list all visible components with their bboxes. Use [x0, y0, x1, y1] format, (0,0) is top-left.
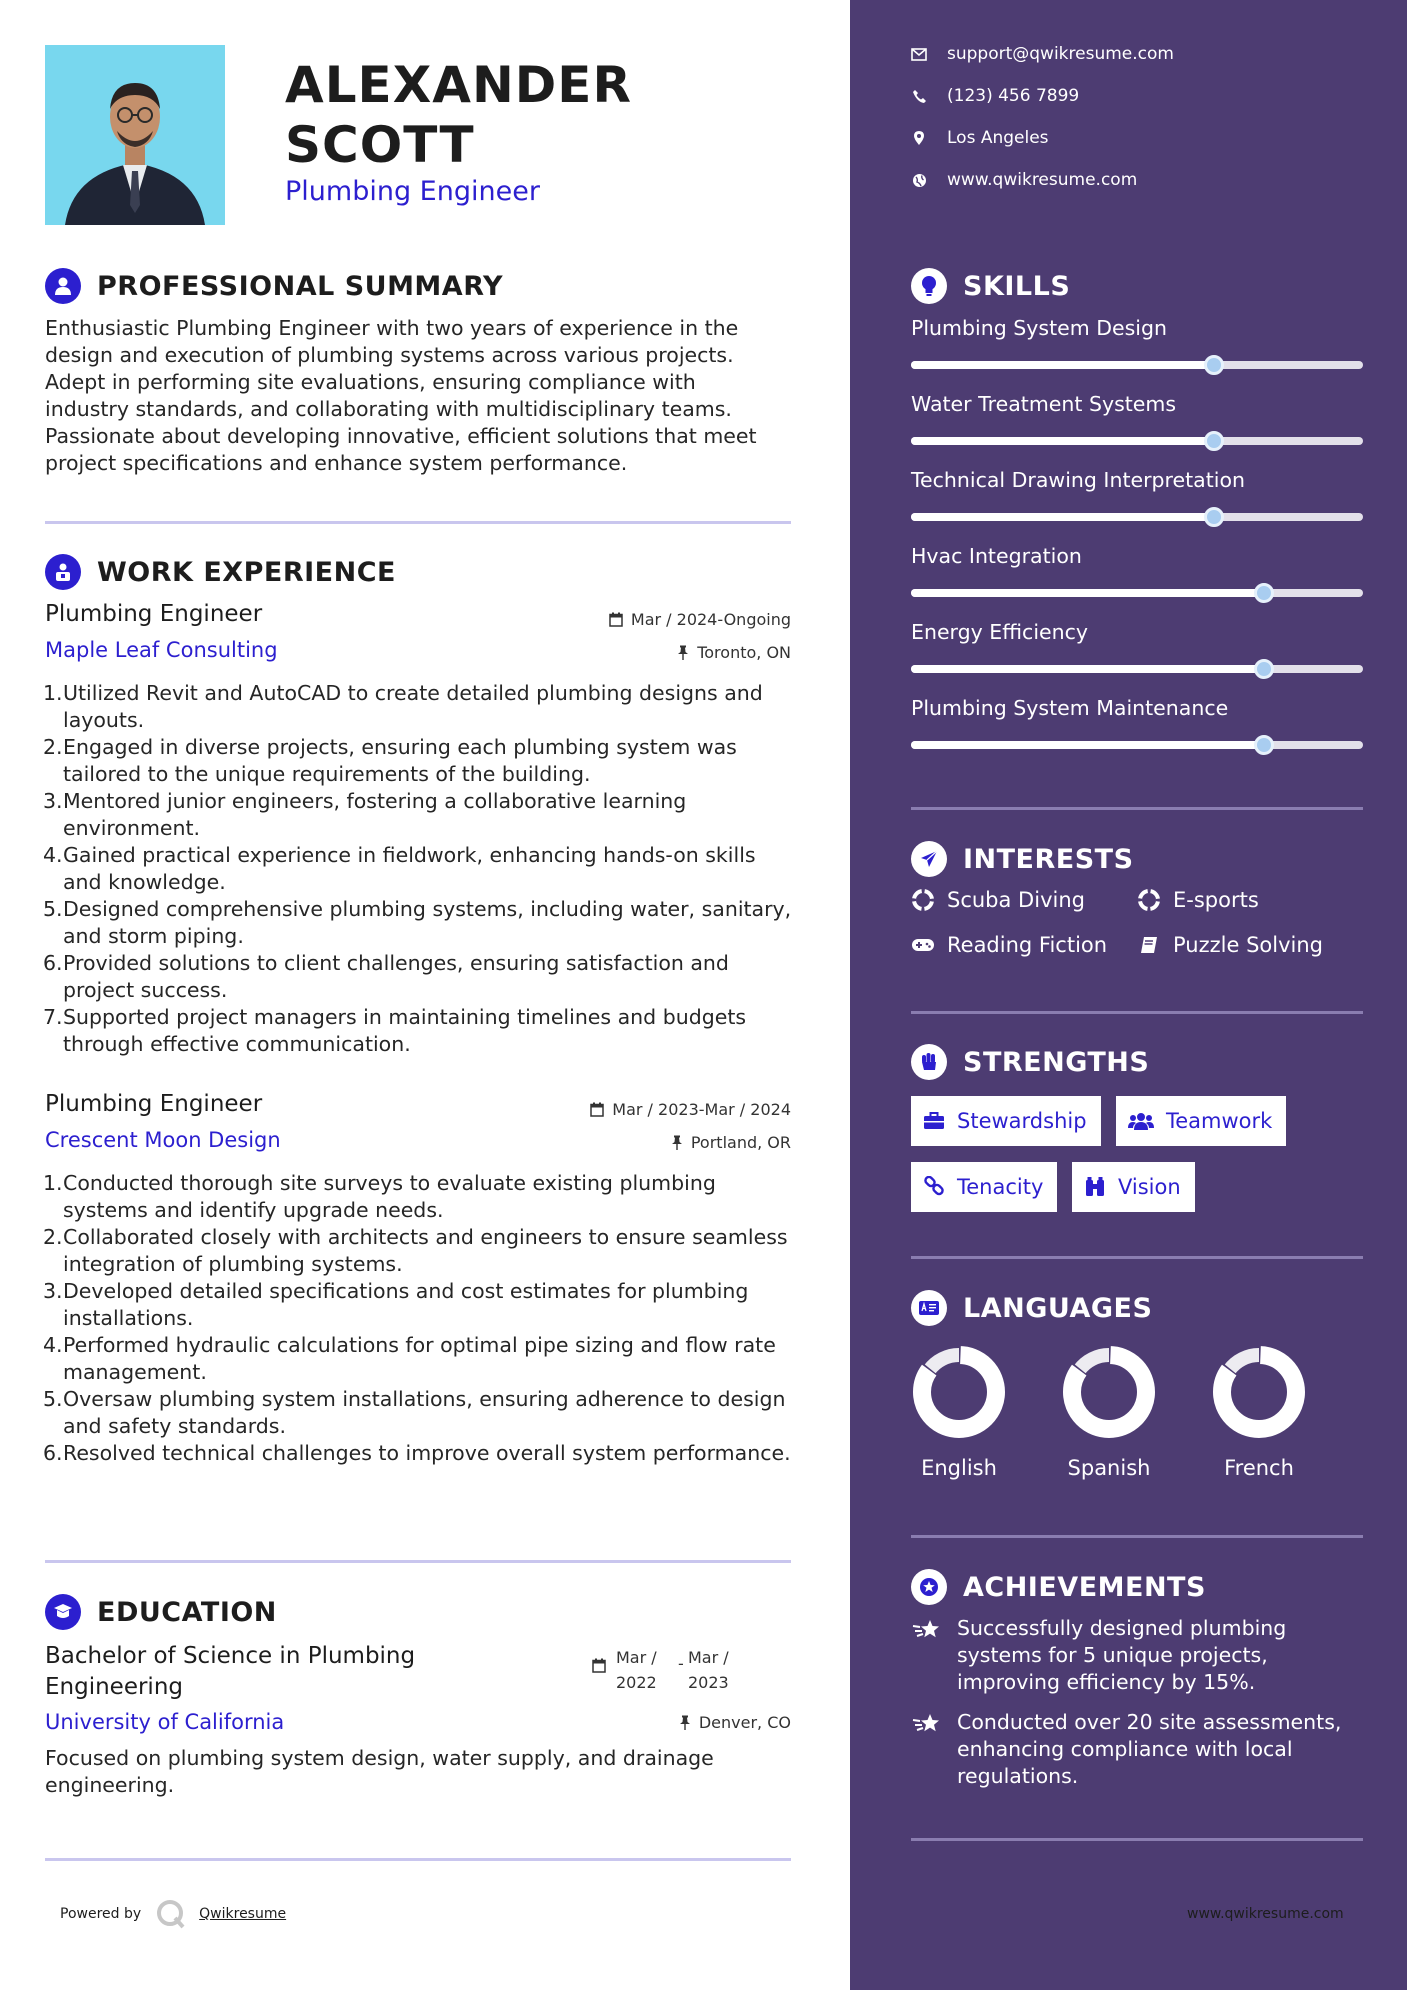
skill-bar: [911, 361, 1363, 369]
calendar-icon: [609, 612, 623, 627]
skill-bar: [911, 741, 1363, 749]
strength-chip: Tenacity: [911, 1162, 1057, 1212]
skill-bar-fill: [911, 437, 1214, 445]
date-separator: -: [678, 1654, 684, 1673]
job-date-text: Mar / 2023-Mar / 2024: [612, 1100, 791, 1119]
achievements-title: ACHIEVEMENTS: [963, 1571, 1206, 1603]
link-icon: [923, 1176, 945, 1198]
education-description: Focused on plumbing system design, water supply, and drainage engineering.: [45, 1746, 714, 1797]
skill-label: Technical Drawing Interpretation: [911, 468, 1245, 492]
skill-label: Water Treatment Systems: [911, 392, 1177, 416]
section-divider: [911, 1256, 1363, 1259]
job-location-text: Toronto, ON: [697, 643, 791, 662]
list-item: 5. Oversaw plumbing system installations, ensuring adherence to design and safety standards.: [43, 1387, 786, 1438]
skill-level-knob: [1204, 355, 1224, 375]
skill-bar: [911, 589, 1363, 597]
contact-email: [911, 44, 1174, 64]
strengths-title: STRENGTHS: [963, 1046, 1150, 1078]
summary-heading: [45, 268, 503, 304]
list-item: 1. Conducted thorough site surveys to evaluate existing plumbing systems and identify upgrade needs.: [43, 1171, 716, 1222]
first-name: ALEXANDER: [285, 56, 632, 114]
skill-bar-fill: [911, 361, 1214, 369]
lightbulb-icon: [911, 268, 947, 304]
candidate-name: [285, 55, 632, 175]
skills-title: SKILLS: [963, 270, 1071, 302]
job-date: [590, 1100, 791, 1119]
envelope-icon: [911, 46, 927, 62]
skill-level-knob: [1254, 659, 1274, 679]
education-heading: [45, 1594, 277, 1630]
skill-bar-fill: [911, 665, 1264, 673]
education-location-text: Denver, CO: [698, 1713, 791, 1732]
footer-website[interactable]: www.qwikresume.com: [1187, 1906, 1344, 1922]
company-name: Crescent Moon Design: [45, 1128, 281, 1152]
strength-chip: Teamwork: [1116, 1096, 1286, 1146]
qwikresume-link[interactable]: Qwikresume: [199, 1906, 287, 1922]
section-divider: [45, 521, 791, 524]
skill-label: Plumbing System Maintenance: [911, 696, 1229, 720]
phone-text: (123) 456 7899: [947, 86, 1080, 106]
achievement-item: Successfully designed plumbing systems for 5 unique projects, improving efficiency by 15%.: [911, 1615, 1363, 1696]
language-ring: [1209, 1342, 1309, 1446]
list-item: 3. Developed detailed specifications and cost estimates for plumbing installations.: [43, 1279, 749, 1330]
language-label: English: [921, 1456, 997, 1480]
interests-title: INTERESTS: [963, 843, 1134, 875]
list-item: 2. Engaged in diverse projects, ensuring each plumbing system was tailored to the unique requirements of the building.: [43, 735, 737, 786]
experience-title: WORK EXPERIENCE: [97, 556, 396, 588]
list-item: 4. Performed hydraulic calculations for optimal pipe sizing and flow rate management.: [43, 1333, 776, 1384]
list-item: 2. Collaborated closely with architects and engineers to ensure seamless integration of plumbing systems.: [43, 1225, 788, 1276]
list-item: 3. Mentored junior engineers, fostering a collaborative learning environment.: [43, 789, 687, 840]
skill-bar-fill: [911, 741, 1264, 749]
skills-heading: [911, 268, 1070, 304]
skill-label: Energy Efficiency: [911, 620, 1089, 644]
skill-level-knob: [1254, 583, 1274, 603]
pin-icon: [671, 1135, 683, 1150]
language-ring: [1059, 1342, 1159, 1446]
profile-photo: [45, 45, 225, 225]
job-responsibilities: [45, 680, 795, 1058]
website-text[interactable]: www.qwikresume.com: [947, 170, 1138, 190]
section-divider: [911, 1838, 1363, 1841]
list-item: 6. Provided solutions to client challenges, ensuring satisfaction and project success.: [43, 951, 729, 1002]
list-item: 6. Resolved technical challenges to improve overall system performance.: [43, 1441, 791, 1465]
education-title: EDUCATION: [97, 1596, 277, 1628]
skill-label: Hvac Integration: [911, 544, 1082, 568]
strengths-heading: [911, 1044, 1149, 1080]
education-end: Mar / 2023: [688, 1648, 729, 1692]
summary-text: Enthusiastic Plumbing Engineer with two years of experience in the design and execution of plumbing systems across various projects. Adept in performing site evaluations, ensuring compliance with industry standards, and collaborating with multidisciplinary teams. Passionate about developing innovative, efficient solutions that meet project specifications and enhance system performance.: [45, 316, 757, 475]
section-divider: [45, 1560, 791, 1563]
globe-icon: [911, 172, 927, 188]
lifebuoy-icon: [1137, 888, 1161, 912]
achievements-heading: [911, 1569, 1206, 1605]
summary-title: PROFESSIONAL SUMMARY: [97, 270, 504, 302]
skill-bar-fill: [911, 513, 1214, 521]
fist-icon: [911, 1044, 947, 1080]
contact-location: [911, 128, 1049, 148]
calendar-icon: [592, 1658, 606, 1673]
degree-title: Bachelor of Science in Plumbing Engineering: [45, 1643, 416, 1700]
list-item: 4. Gained practical experience in fieldwork, enhancing hands-on skills and knowledge.: [43, 843, 756, 894]
location-text: Los Angeles: [947, 128, 1049, 148]
calendar-icon: [590, 1102, 604, 1117]
achievement-item: Conducted over 20 site assessments, enhancing compliance with local regulations.: [911, 1709, 1363, 1790]
languages-title: LANGUAGES: [963, 1292, 1153, 1324]
skill-bar-fill: [911, 589, 1264, 597]
job-date: [609, 610, 791, 629]
section-divider: [45, 1858, 791, 1861]
candidate-role: Plumbing Engineer: [285, 176, 540, 207]
education-location: [679, 1713, 791, 1732]
star-badge-icon: [911, 1569, 947, 1605]
interest-item: Reading Fiction: [911, 933, 1107, 957]
briefcase-user-icon: [45, 554, 81, 590]
job-responsibilities: [45, 1170, 795, 1467]
powered-by-text: Powered by: [60, 1906, 142, 1922]
strength-chip: Stewardship: [911, 1096, 1101, 1146]
contact-website: [911, 170, 1137, 190]
job-title: Plumbing Engineer: [45, 1091, 263, 1117]
shooting-star-icon: [911, 1711, 945, 1790]
skill-level-knob: [1254, 735, 1274, 755]
pin-icon: [677, 645, 689, 660]
section-divider: [911, 1535, 1363, 1538]
user-icon: [45, 268, 81, 304]
graduation-icon: [45, 1594, 81, 1630]
pin-icon: [679, 1715, 691, 1730]
interest-item: E-sports: [1137, 888, 1259, 912]
users-icon: [1128, 1111, 1154, 1131]
skill-level-knob: [1204, 431, 1224, 451]
briefcase-icon: [923, 1112, 945, 1130]
paper-plane-icon: [911, 841, 947, 877]
job-title: Plumbing Engineer: [45, 601, 263, 627]
section-divider: [911, 807, 1363, 810]
shooting-star-icon: [911, 1617, 945, 1696]
binoculars-icon: [1084, 1176, 1106, 1198]
job-location-text: Portland, OR: [690, 1133, 791, 1152]
list-item: 5. Designed comprehensive plumbing systems, including water, sanitary, and storm piping.: [43, 897, 792, 948]
language-ring: [909, 1342, 1009, 1446]
email-text[interactable]: support@qwikresume.com: [947, 44, 1174, 64]
list-item: 7. Supported project managers in maintaining timelines and budgets through effective communication.: [43, 1005, 747, 1056]
section-divider: [911, 1011, 1363, 1014]
experience-heading: [45, 554, 396, 590]
skill-level-knob: [1204, 507, 1224, 527]
education-dates: [592, 1645, 738, 1695]
language-label: French: [1224, 1456, 1294, 1480]
book-icon: [1137, 933, 1161, 957]
last-name: SCOTT: [285, 116, 475, 174]
gamepad-icon: [911, 933, 935, 957]
qwikresume-logo-icon: [155, 1898, 187, 1930]
lifebuoy-icon: [911, 888, 935, 912]
company-name: Maple Leaf Consulting: [45, 638, 278, 662]
skill-bar: [911, 513, 1363, 521]
school-name: University of California: [45, 1710, 285, 1734]
language-icon: [911, 1290, 947, 1326]
job-location: [671, 1133, 791, 1152]
languages-heading: [911, 1290, 1152, 1326]
skill-bar: [911, 665, 1363, 673]
job-location: [677, 643, 791, 662]
interest-item: Puzzle Solving: [1137, 933, 1323, 957]
interest-item: Scuba Diving: [911, 888, 1085, 912]
education-start: Mar / 2022: [616, 1648, 657, 1692]
language-label: Spanish: [1067, 1456, 1151, 1480]
footer-brand: [60, 1898, 286, 1930]
phone-icon: [911, 88, 927, 104]
skill-label: Plumbing System Design: [911, 316, 1167, 340]
strength-chip: Vision: [1072, 1162, 1195, 1212]
map-pin-icon: [911, 130, 927, 146]
interests-heading: [911, 841, 1134, 877]
skill-bar: [911, 437, 1363, 445]
job-date-text: Mar / 2024-Ongoing: [630, 610, 791, 629]
list-item: 1. Utilized Revit and AutoCAD to create detailed plumbing designs and layouts.: [43, 681, 763, 732]
contact-phone: [911, 86, 1079, 106]
